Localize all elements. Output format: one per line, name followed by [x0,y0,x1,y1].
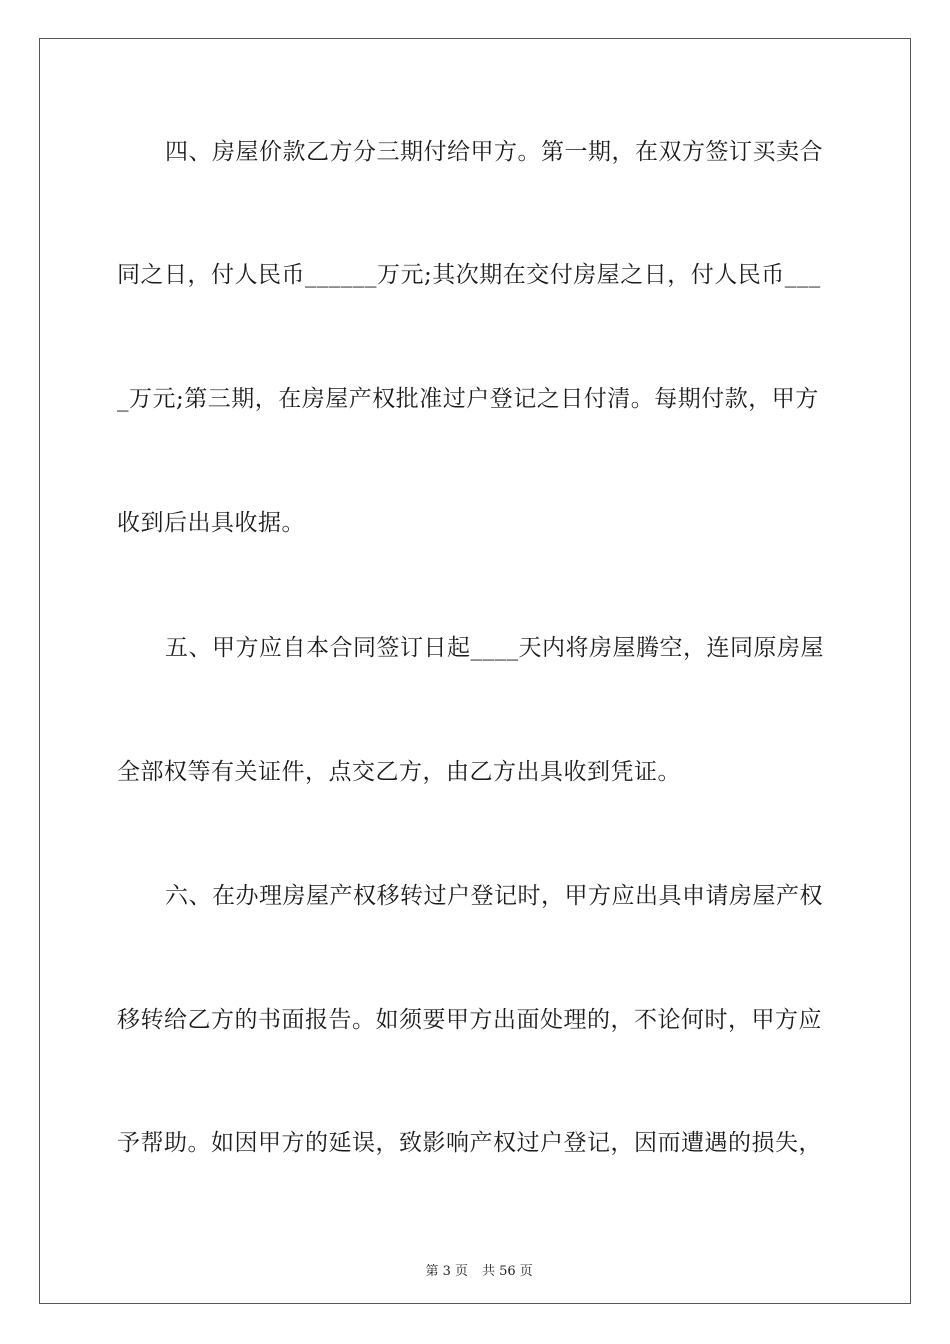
paragraph-6-line-1: 六、在办理房屋产权移转过户登记时，甲方应出具申请房屋产权 [165,883,823,909]
paragraph-4-line-2: 同之日，付人民币______万元;其次期在交付房屋之日，付人民币___ [117,262,821,288]
paragraph-4-line-4: 收到后出具收据。 [117,510,305,536]
paragraph-5-line-2: 全部权等有关证件，点交乙方，由乙方出具收到凭证。 [117,759,681,785]
page-border [39,38,911,1304]
paragraph-4-line-1: 四、房屋价款乙方分三期付给甲方。第一期，在双方签订买卖合 [165,139,823,165]
paragraph-4-line-3: _万元;第三期，在房屋产权批准过户登记之日付清。每期付款，甲方 [117,386,819,412]
paragraph-6-line-2: 移转给乙方的书面报告。如须要甲方出面处理的，不论何时，甲方应 [117,1007,822,1033]
page-footer [0,1245,950,1281]
page-number: 第 3 页 [425,1264,468,1279]
paragraph-5-line-1: 五、甲方应自本合同签订日起____天内将房屋腾空，连同原房屋 [165,635,824,661]
paragraph-6-line-3: 予帮助。如因甲方的延误，致影响产权过户登记，因而遭遇的损失， [117,1130,822,1156]
total-pages: 共 56 页 [482,1264,533,1279]
